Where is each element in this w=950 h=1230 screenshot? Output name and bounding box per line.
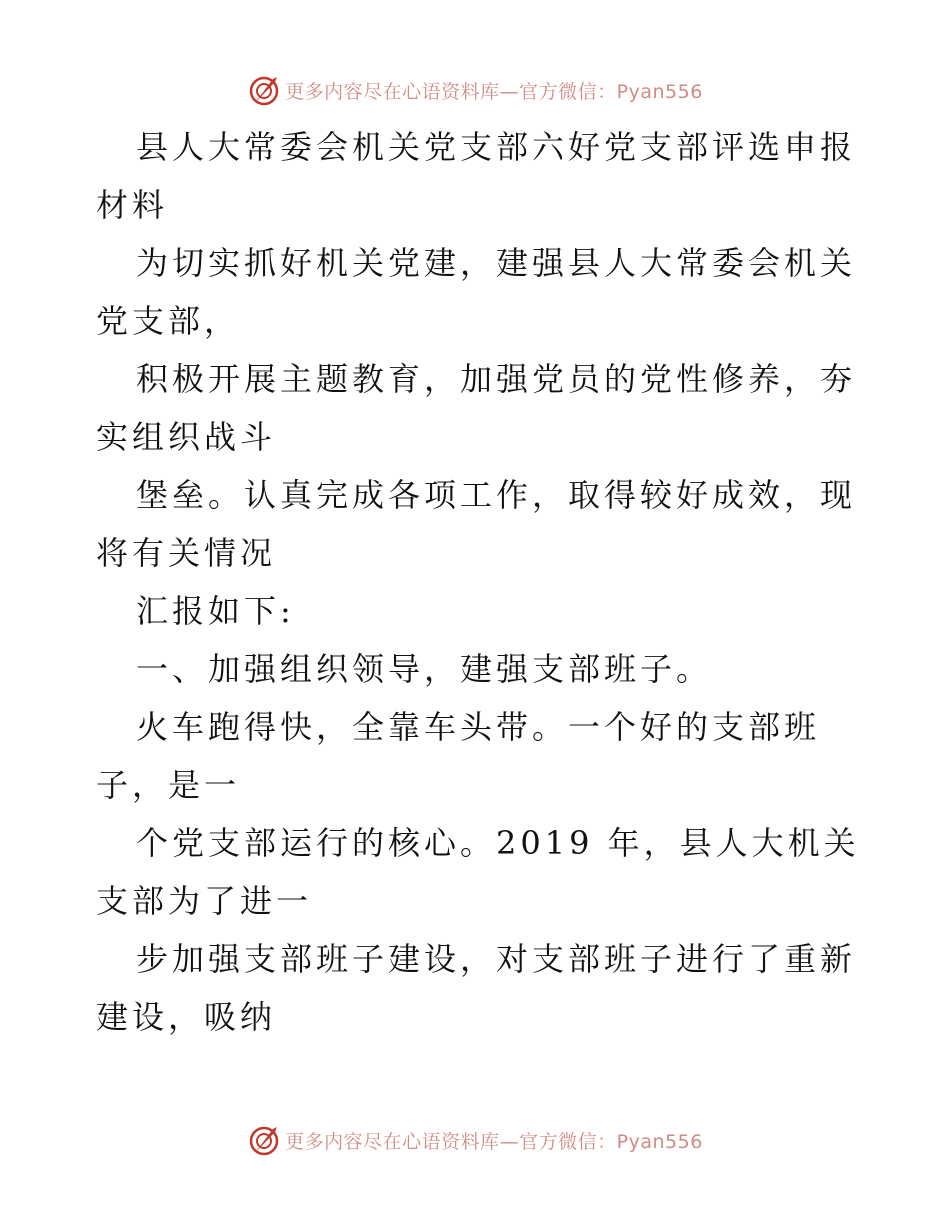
footer-banner-text: 更多内容尽在心语资料库—官方微信：Pyan556 [285,1130,703,1153]
paragraph: 汇报如下: [136,592,295,630]
section-heading: 一、加强组织领导，建强支部班子。 [136,650,713,688]
paragraph: 个党支部运行的核心。2019 年，县人大机关支部为了进一 [96,824,860,920]
paragraph: 堡垒。认真完成各项工作，取得较好成效，现将有关情况 [96,476,857,572]
paragraph: 为切实抓好机关党建，建强县人大常委会机关党支部， [96,244,857,340]
quill-logo-icon [247,1123,281,1157]
paragraph: 步加强支部班子建设，对支部班子进行了重新建设，吸纳 [96,940,857,1036]
paragraph: 积极开展主题教育，加强党员的党性修养，夯实组织战斗 [96,360,857,456]
paragraph: 火车跑得快，全靠车头带。一个好的支部班子，是一 [96,708,821,804]
quill-logo-icon [247,73,281,107]
footer-banner [0,1120,950,1160]
header-banner [0,70,950,110]
document-title: 县人大常委会机关党支部六好党支部评选申报材料 [96,128,857,224]
document-body [96,118,866,1046]
header-banner-text: 更多内容尽在心语资料库—官方微信：Pyan556 [285,80,703,103]
